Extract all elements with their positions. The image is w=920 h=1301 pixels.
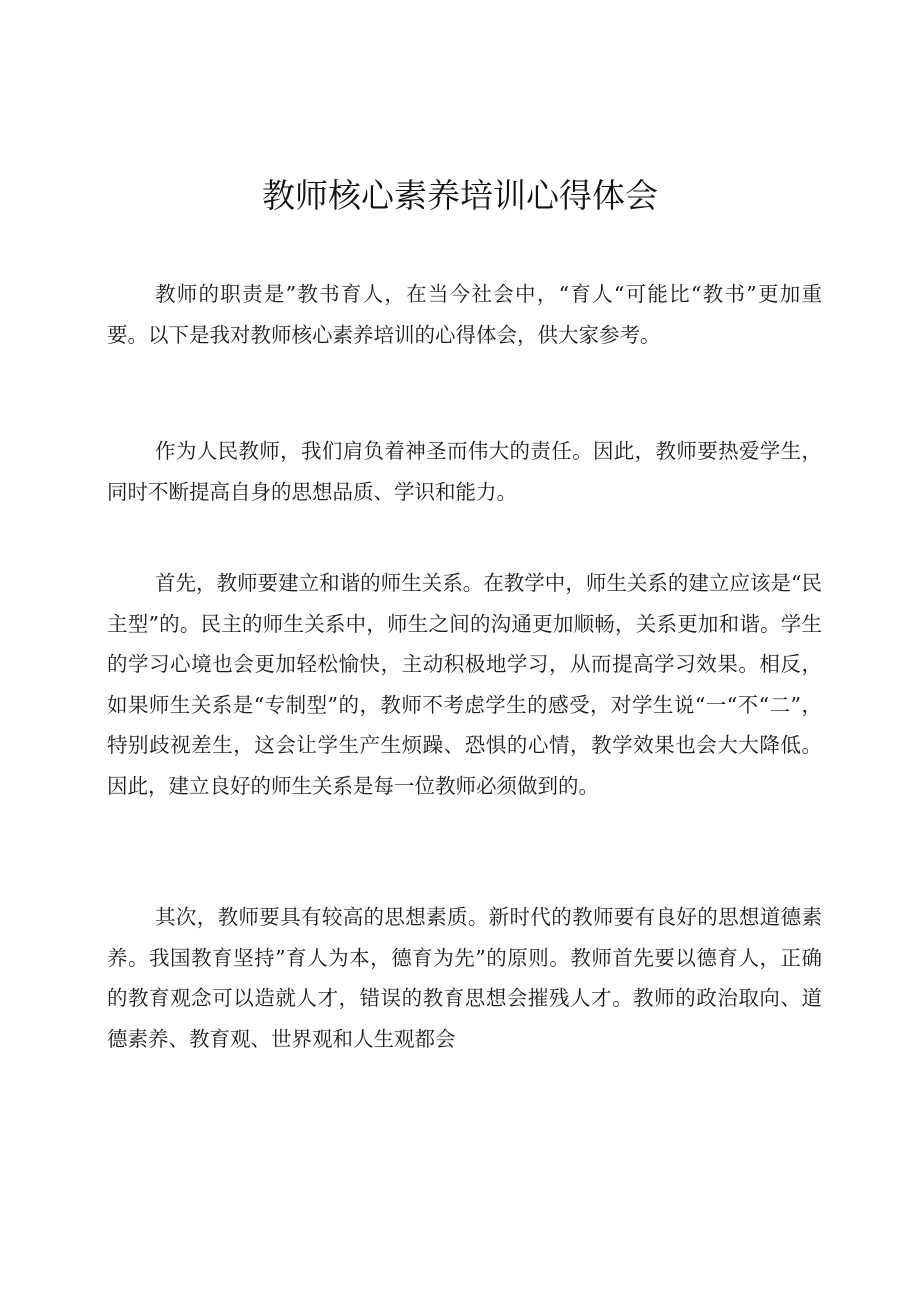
document-title: 教师核心素养培训心得体会 (262, 176, 658, 215)
paragraph-responsibility: 作为人民教师，我们肩负着神圣而伟大的责任。因此，教师要热爱学生，同时不断提高自身的思想品质、学识和能力。 (107, 439, 822, 504)
paragraph-ideology: 其次，教师要具有较高的思想素质。新时代的教师要有良好的思想道德素养。我国教育坚持”育人为本，德育为先”的原则。教师首先要以德育人，正确的教育观念可以造就人才，错误的教育思想会摧残人才。教师的政治取向、道德素养、教育观、世界观和人生观都会 (107, 905, 822, 1051)
paragraph-intro: 教师的职责是”教书育人，在当今社会中，“育人“可能比“教书”更加重要。以下是我对教师核心素养培训的心得体会，供大家参考。 (107, 282, 822, 347)
paragraph-relationship: 首先，教师要建立和谐的师生关系。在教学中，师生关系的建立应该是“民主型”的。民主的师生关系中，师生之间的沟通更加顺畅，关系更加和谐。学生的学习心境也会更加轻松愉快，主动积极地学习，从而提高学习效果。相反，如果师生关系是“专制型”的，教师不考虑学生的感受，对学生说“一“不“二”，特别歧视差生，这会让学生产生烦躁、恐惧的心情，教学效果也会大大降低。因此，建立良好的师生关系是每一位教师必须做到的。 (107, 571, 822, 798)
